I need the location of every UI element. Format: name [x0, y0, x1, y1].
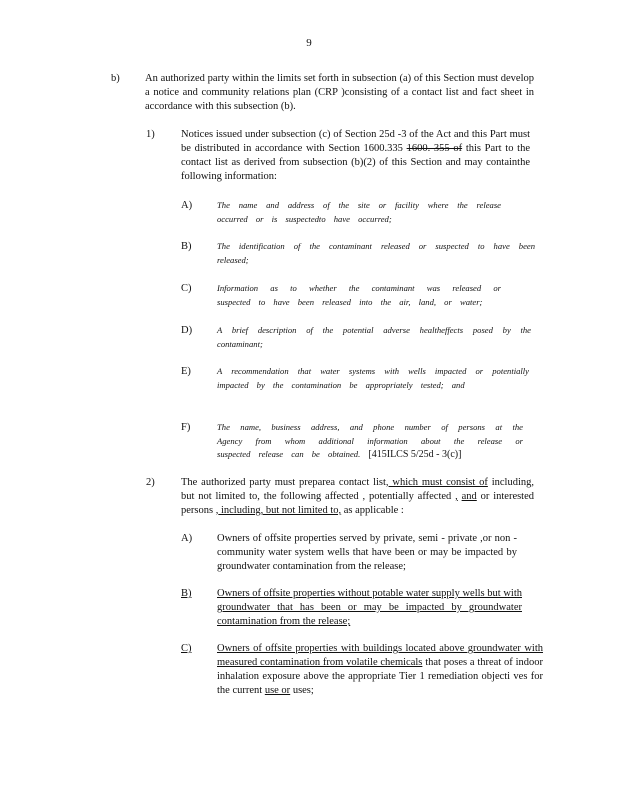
item-1-sub-d-text: A brief description of the potential adverse healtheffects posed by the contaminant; — [217, 325, 531, 349]
item-2-underlined-b: including, but not limited to, — [218, 505, 342, 516]
item-1-paragraph — [181, 128, 530, 184]
item-1-sub-c-label: C) — [181, 283, 192, 294]
item-2-text-a: The authorized party must preparea contact list, — [181, 477, 389, 488]
item-1-label: 1) — [146, 129, 155, 140]
page-number: 9 — [306, 37, 312, 49]
item-1-sub-d-label: D) — [181, 325, 193, 336]
item-1-sub-f-label: F) — [181, 422, 191, 433]
item-1-sub-a-text: The name and address of the site or facility where the release occurred or is suspectedto have occurred; — [217, 200, 501, 224]
item-1-text-b: this Part to the contact list as derived from subsection (b)(2) of this Section and may containthe following information: — [181, 143, 530, 182]
item-1-sub-b-label: B) — [181, 241, 192, 252]
item-1-struck-text: 1600. 355 of — [406, 143, 463, 154]
item-1-text-a: Notices issued under subsection (c) of Section 25d -3 of the Act and this Part must be distributed in accordance with Section 1600.335 — [181, 129, 530, 154]
item-2-sub-b-text: Owners of offsite properties without potable water supply wells but with groundwater that has been or may be impacted by groundwater contamination from the release; — [217, 588, 522, 627]
item-2-sub-c-text-b: uses; — [290, 685, 314, 696]
item-1-sub-c-text: Information as to whether the contaminant was released or suspected to have been released into the air, land, or water; — [217, 283, 501, 307]
item-2-sub-a-text: Owners of offsite properties served by private, semi - private ,or non -community water system wells that have been or may be impacted by groundwater contamination from the release; — [217, 533, 517, 572]
item-1-sub-e-text: A recommendation that water systems with wells impacted or potentially impacted by the contamination be appropriately tested; and — [217, 366, 529, 390]
item-1-sub-b-text: The identification of the contaminant released or suspected to have been released; — [217, 241, 535, 265]
item-2-sub-c-text — [217, 642, 543, 698]
item-2-sub-c-underlined-a: Owners of offsite properties with buildings located above groundwater with measured contamination from volatile chemicals — [217, 643, 543, 668]
item-2-underlined-and: and — [461, 491, 477, 502]
item-2-underlined-comma: , — [455, 491, 458, 502]
item-2-paragraph — [181, 476, 534, 518]
section-b-label: b) — [111, 73, 120, 84]
item-2-text-b: including, but not limited to, the following affected , potentially affected — [181, 477, 534, 502]
item-1-sub-f-text — [217, 421, 523, 462]
item-1-sub-f-body: The name, business address, and phone number of persons at the Agency from whom additional information about the release or suspected release can be obtained. — [217, 422, 523, 459]
item-2-text-d: as applicable : — [341, 505, 404, 516]
item-2-sub-c-label: C) — [181, 643, 192, 654]
section-b-paragraph: An authorized party within the limits set forth in subsection (a) of this Section must develop a notice and community relations plan (CRP )consisting of a contact list and fact sheet in accordance with this subsection (b). — [145, 73, 534, 112]
item-2-sub-c-text-a: that poses a threat of indoor inhalation exposure above the appropriate Tier 1 remediation objecti ves for the current — [217, 657, 543, 696]
item-2-sub-b-label: B) — [181, 588, 192, 599]
item-2-label: 2) — [146, 477, 155, 488]
item-2-text-c: or interested persons , — [181, 491, 535, 516]
item-1-sub-e-label: E) — [181, 366, 191, 377]
item-2-sub-a-label: A) — [181, 533, 193, 544]
item-2-underlined-a: which must consist of — [388, 477, 488, 488]
statute-citation: [415ILCS 5/25d - 3(c)] — [368, 449, 462, 460]
item-2-sub-c-underlined-b: use or — [264, 685, 291, 696]
item-1-sub-a-label: A) — [181, 200, 193, 211]
